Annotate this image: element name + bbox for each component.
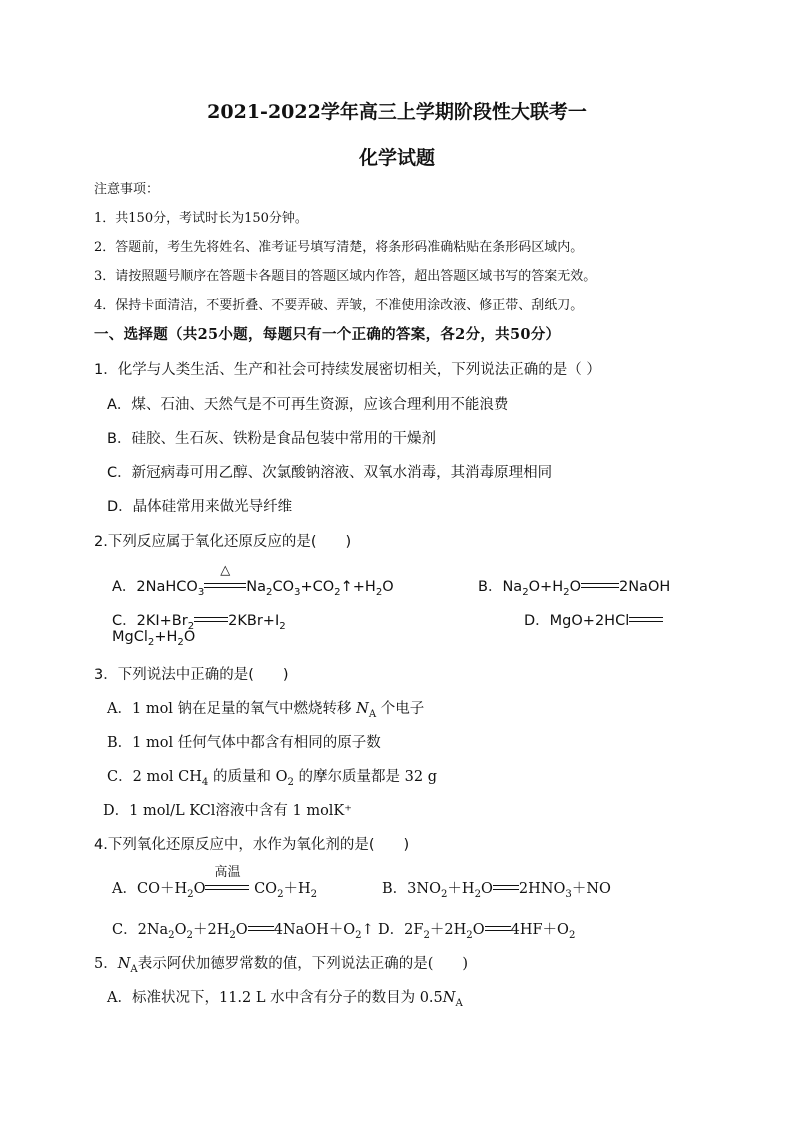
q4-stem: 4.下列氧化还原反应中，水作为氧化剂的是( ) [94,837,410,853]
q2-option-d: D．MgO+2HCl [524,609,663,630]
q2-option-a-label: A． [112,579,137,595]
q4-option-b: B．$3NO_2+H_2O$ $2HNO_3+NO$ [382,881,611,900]
q5-option-a: A．标准状况下，11.2 L 水中含有分子的数目为 $0.5N_A$ [107,990,463,1009]
q1-option-a: A．煤、石油、天然气是不可再生资源，应该合理利用不能浪费 [107,397,509,413]
q4-option-d: D．$2F_2+2H_2O$ $4HF+O_2$ [378,922,576,941]
q2-option-b-label: B． [478,579,503,595]
q2-option-c: C．$2KI+Br_2$ $2KBr+I_2$ [112,613,286,632]
q3-option-c: C．2 mol $CH_4$ 的质量和 $O_2$ 的摩尔质量都是 32 g [107,769,437,788]
q3-option-a-label: A． [107,701,132,717]
q2-option-a: A．2NaHCO$_3$ △ $Na_2CO_3+CO_2↑+H_2O$ [112,563,394,598]
q1-option-b: B．硅胶、生石灰、铁粉是食品包装中常用的干燥剂 [107,431,436,447]
q1-option-c: C．新冠病毒可用乙醇、次氯酸钠溶液、双氧水消毒，其消毒原理相同 [107,465,553,481]
q2-option-d-label: D． [524,613,550,629]
heat-condition: △ [220,563,231,578]
q4-option-c: C．$2Na_2O_2+2H_2O$ $4NaOH+O_2↑$ [112,922,374,941]
q4-option-c-label: C． [112,922,138,938]
notice-item-2: 2．答题前，考生先将姓名、准考证号填写清楚，将条形码准确粘贴在条形码区域内。 [94,240,584,255]
q4-option-b-label: B． [382,881,408,897]
q2-stem: 2.下列反应属于氧化还原反应的是( ) [94,534,352,550]
notice-item-1: 1．共150分，考试时长为150分钟。 [94,211,308,226]
q3-option-a: A．1 mol 钠在足量的氧气中燃烧转移 $N_A$ 个电子 [107,701,425,720]
notice-item-3: 3．请按照题号顺序在答题卡各题目的答题区域内作答，超出答题区域书写的答案无效。 [94,269,597,284]
q4-option-a-label: A． [112,881,137,897]
q2-option-d-continued: $MgCl_2+H_2O$ [112,629,196,648]
q3-option-d: D．1 mol/L KCl溶液中含有 1 molK⁺ [103,803,352,819]
q5-stem-suffix: 表示阿伏加德罗常数的值，下列说法正确的是( ) [137,956,469,972]
q3-option-c-label: C． [107,769,133,785]
q3-option-b: B．1 mol 任何气体中都含有相同的原子数 [107,735,381,751]
q2-option-c-label: C． [112,613,137,629]
high-temp-condition: 高温 [214,865,241,880]
notice-item-4: 4．保持卡面清洁，不要折叠、不要弄破、弄皱，不准使用涂改液、修正带、刮纸刀。 [94,298,584,313]
q4-option-d-label: D． [378,922,405,938]
section-heading: 一、选择题（共25小题，每题只有一个正确的答案，各2分，共50分） [94,326,561,343]
q4-option-a: A．$CO+H_2O$ 高温 $CO_2+H_2$ [112,865,318,900]
q2-option-b: B．$Na_2O+H_2O$ 2NaOH [478,579,671,598]
notice-heading: 注意事项： [94,182,160,197]
q1-option-d: D．晶体硅常用来做光导纤维 [107,499,293,515]
q3-stem: 3．下列说法中正确的是( ) [94,667,289,683]
q5-stem: 5．$N_A$表示阿伏加德罗常数的值，下列说法正确的是( ) [94,956,469,975]
q1-stem: 1．化学与人类生活、生产和社会可持续发展密切相关，下列说法正确的是（ ） [94,362,601,378]
exam-subtitle: 化学试题 [358,147,435,169]
exam-title: 2021-2022学年高三上学期阶段性大联考一 [207,101,587,123]
q5-option-a-text: A．标准状况下，11.2 L 水中含有分子的数目为 0.5 [107,990,443,1006]
q5-stem-prefix: 5． [94,956,118,972]
